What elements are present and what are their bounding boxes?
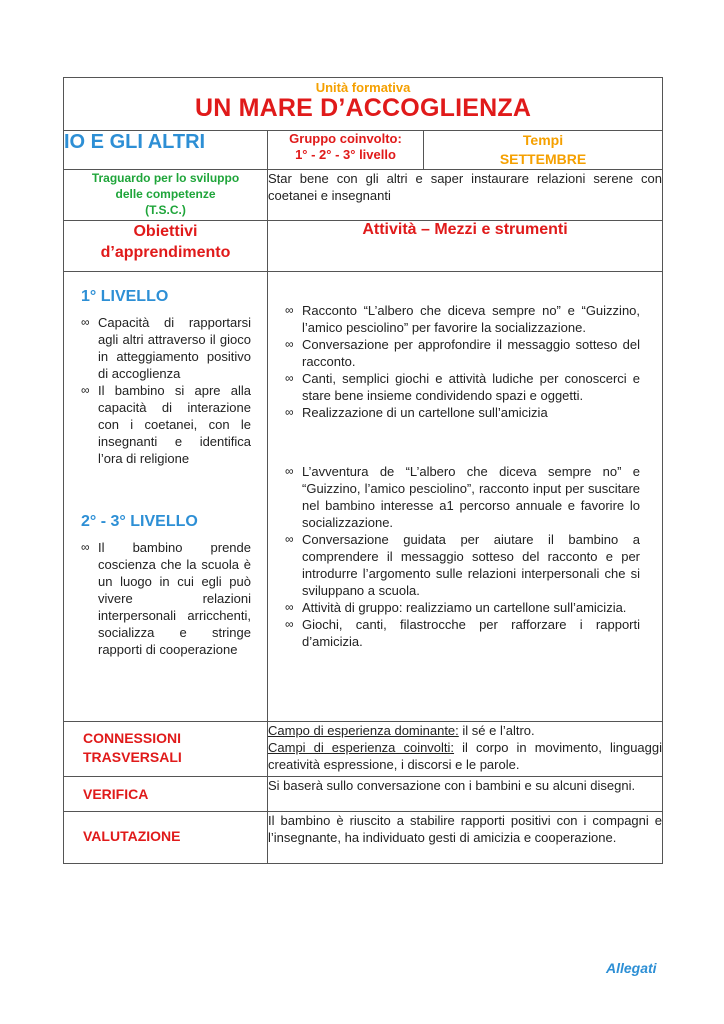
list-item [285, 336, 640, 370]
allegati-label: Allegati [606, 960, 657, 976]
campi-coinvolti-value: il corpo in movimento, linguaggi creatività espressione, i discorsi e le parole. [268, 740, 662, 772]
objectives-heading-line1: Obiettivi [133, 223, 198, 240]
valutazione-label: VALUTAZIONE [83, 828, 181, 844]
campo-dominante-value: il sé e l’altro. [458, 723, 535, 738]
group-value: 1° - 2° - 3° livello [295, 147, 396, 162]
activities-heading: Attività – Mezzi e strumenti [268, 221, 663, 272]
level23-activity: Giochi, canti, filastrocche per rafforzare i rapporti d’amicizia. [302, 617, 641, 649]
level1-activity: Canti, semplici giochi e attività ludiche per conoscerci e stare bene insieme condividendo spazi e oggetti. [302, 371, 641, 403]
verifica-row [64, 777, 663, 812]
level1-objective: Il bambino si apre alla capacità di interazione con i coetanei, con le insegnanti e identifica l’ora di religione [98, 383, 251, 466]
unit-subtitle: Unità formativa [315, 80, 411, 95]
valutazione-text: Il bambino è riuscito a stabilire rapporti positivi con i compagni e l’insegnante, ha individuato gesti di amicizia e cooperazione. [268, 812, 663, 864]
infinity-bullet-icon: ∞ [285, 405, 294, 419]
infinity-bullet-icon: ∞ [285, 464, 294, 478]
tempi-cell [424, 131, 663, 170]
valutazione-label-cell [64, 812, 268, 864]
infinity-bullet-icon: ∞ [285, 371, 294, 385]
connessioni-row [64, 722, 663, 777]
list-item [285, 463, 640, 531]
list-item [285, 302, 640, 336]
list-item [285, 616, 640, 650]
level1-activity: Racconto “L’albero che diceva sempre no” e “Guizzino, l’amico pesciolino” per favorire la socializzazione. [302, 303, 641, 335]
infinity-bullet-icon: ∞ [285, 617, 294, 631]
tsc-label [64, 170, 268, 221]
header-cell [64, 78, 663, 131]
connessioni-label-cell [64, 722, 268, 777]
level23-activities-list [285, 463, 640, 650]
objectives-heading [64, 221, 268, 272]
list-item [285, 370, 640, 404]
verifica-text: Si baserà sullo conversazione con i bambini e su alcuni disegni. [268, 777, 663, 812]
campo-dominante-label: Campo di esperienza dominante: [268, 723, 459, 738]
headings-row [64, 221, 663, 272]
level1-activities-list [285, 302, 640, 421]
level1-objectives-list [81, 314, 251, 467]
verifica-label: VERIFICA [83, 786, 149, 802]
header-row [64, 78, 663, 131]
level1-title: 1° LIVELLO [81, 288, 169, 305]
tsc-label-line3: (T.S.C.) [145, 203, 186, 217]
group-cell [268, 131, 424, 170]
group-label: Gruppo coinvolto: [289, 131, 402, 146]
campo-dominante [268, 722, 662, 739]
unit-title: UN MARE D’ACCOGLIENZA [194, 94, 532, 122]
valutazione-row [64, 812, 663, 864]
campi-coinvolti-label: Campi di esperienza coinvolti: [268, 740, 455, 755]
connessioni-label-line2: TRASVERSALI [83, 749, 182, 765]
connessioni-text-cell [268, 722, 663, 777]
tsc-label-line2: delle competenze [115, 187, 216, 201]
level1-objective: Capacità di rapportarsi agli altri attraverso il gioco in atteggiamento positivo di accoglienza [98, 315, 251, 381]
infinity-bullet-icon: ∞ [81, 383, 90, 397]
level23-objectives-list [81, 539, 251, 658]
theme-row [64, 131, 663, 170]
level23-title: 2° - 3° LIVELLO [81, 513, 198, 530]
connessioni-label-line1: CONNESSIONI [83, 730, 182, 746]
tsc-label-line1: Traguardo per lo sviluppo [91, 171, 240, 185]
infinity-bullet-icon: ∞ [81, 540, 90, 554]
objectives-heading-line2: d’apprendimento [100, 244, 231, 261]
objectives-cell [64, 272, 268, 722]
infinity-bullet-icon: ∞ [81, 315, 90, 329]
level23-activity: L’avventura de “L’albero che diceva sempre no” e “Guizzino, l’amico pesciolino”, racconto input per suscitare nel bambino interesse a1 percorso annuale e favorire lo socializzazione. [302, 464, 641, 530]
infinity-bullet-icon: ∞ [285, 303, 294, 317]
tempi-label: Tempi [522, 132, 564, 148]
level23-objective: Il bambino prende coscienza che la scuola è un luogo in cui egli può vivere relazioni interpersonali arricchenti, socializza e stringe rapporti di cooperazione [98, 540, 251, 657]
campi-coinvolti [268, 739, 662, 773]
level1-activity: Conversazione per approfondire il messaggio sotteso del racconto. [302, 337, 641, 369]
infinity-bullet-icon: ∞ [285, 532, 294, 546]
verifica-label-cell [64, 777, 268, 812]
infinity-bullet-icon: ∞ [285, 337, 294, 351]
list-item [285, 599, 640, 616]
levels-row [64, 272, 663, 722]
unit-plan-table [63, 77, 663, 864]
tsc-row [64, 170, 663, 221]
list-item [285, 531, 640, 599]
list-item [81, 314, 251, 382]
tsc-text: Star bene con gli altri e saper instaurare relazioni serene con coetanei e insegnanti [268, 170, 663, 221]
activities-cell [268, 272, 663, 722]
list-item [81, 382, 251, 467]
tempi-value: SETTEMBRE [499, 151, 587, 167]
infinity-bullet-icon: ∞ [285, 600, 294, 614]
list-item [285, 404, 640, 421]
level1-activity: Realizzazione di un cartellone sull’amicizia [302, 405, 548, 420]
list-item [81, 539, 251, 658]
level23-activity: Attività di gruppo: realizziamo un cartellone sull’amicizia. [302, 600, 627, 615]
theme-title: IO E GLI ALTRI [64, 131, 268, 170]
level23-activity: Conversazione guidata per aiutare il bambino a comprendere il messaggio sotteso del racconto e per introdurre l’argomento sulle relazioni interpersonali che si sviluppano a scuola. [302, 532, 641, 598]
